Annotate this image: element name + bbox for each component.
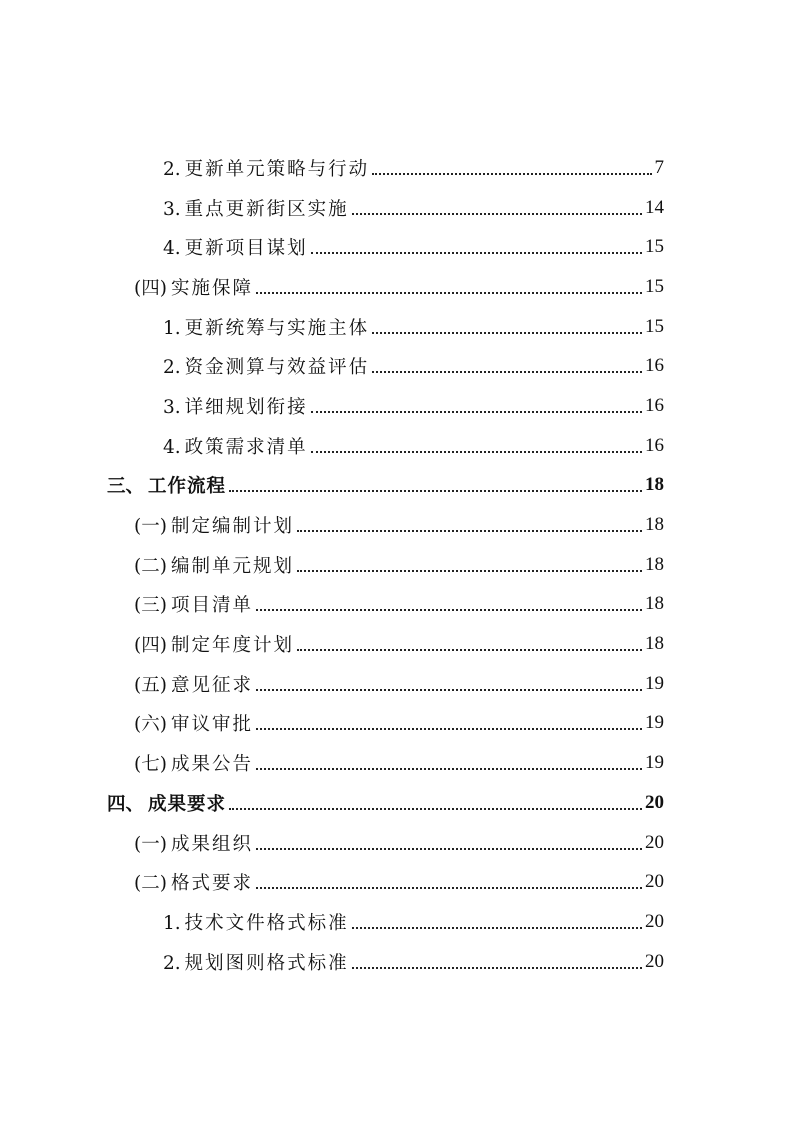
toc-entry-title: 重点更新街区实施 xyxy=(184,198,349,220)
toc-entry-number: 4. xyxy=(163,238,181,260)
toc-entry-number: (一) xyxy=(134,833,167,855)
toc-entry-number: (六) xyxy=(134,714,167,736)
toc-entry-label xyxy=(134,631,294,657)
toc-entry-label xyxy=(134,830,253,856)
toc-page-number: 15 xyxy=(645,236,664,258)
toc-entry-label xyxy=(163,433,308,459)
toc-entry-number: (一) xyxy=(134,516,167,538)
toc-entry-label xyxy=(163,909,349,935)
toc-entry-title: 意见征求 xyxy=(170,674,253,696)
toc-entry-title: 政策需求清单 xyxy=(184,436,308,458)
toc-page-number: 16 xyxy=(645,355,664,377)
toc-entry[interactable] xyxy=(0,545,800,585)
toc-leader-dots xyxy=(229,490,642,492)
toc-page-number: 16 xyxy=(645,394,664,416)
toc-entry-number: (四) xyxy=(134,277,167,299)
toc-entry-title: 资金测算与效益评估 xyxy=(184,357,370,379)
toc-entry-title: 成果组织 xyxy=(170,833,253,855)
toc-entry-label xyxy=(163,393,308,419)
toc-leader-dots xyxy=(256,292,642,294)
toc-entry[interactable] xyxy=(0,505,800,545)
toc-entry-number: (二) xyxy=(134,555,167,577)
toc-entry-title: 成果公告 xyxy=(170,754,253,776)
toc-entry-number: 2. xyxy=(163,952,181,974)
toc-leader-dots xyxy=(372,173,651,175)
toc-entry-number: 1. xyxy=(163,317,181,339)
toc-leader-dots xyxy=(256,848,642,850)
toc-entry-number: (三) xyxy=(134,595,167,617)
toc-entry-label xyxy=(134,869,253,895)
toc-entry-title: 更新单元策略与行动 xyxy=(184,158,370,180)
toc-entry[interactable] xyxy=(0,148,800,188)
toc-entry[interactable] xyxy=(0,386,800,426)
toc-page-number: 20 xyxy=(645,950,664,972)
toc-entry[interactable] xyxy=(0,466,800,506)
toc-page-number: 20 xyxy=(645,871,664,893)
toc-entry-label xyxy=(134,274,253,300)
toc-entry[interactable] xyxy=(0,942,800,982)
toc-page-number: 20 xyxy=(645,791,664,813)
toc-entry-title: 工作流程 xyxy=(148,476,227,498)
toc-leader-dots xyxy=(256,689,642,691)
toc-entry-title: 格式要求 xyxy=(170,873,253,895)
toc-entry-title: 制定编制计划 xyxy=(170,516,294,538)
toc-page-number: 18 xyxy=(645,514,664,536)
toc-entry-title: 详细规划衔接 xyxy=(184,396,308,418)
toc-leader-dots xyxy=(229,808,642,810)
toc-entry-title: 制定年度计划 xyxy=(170,635,294,657)
toc-entry[interactable] xyxy=(0,823,800,863)
toc-page-number: 7 xyxy=(654,156,664,178)
toc-entry-label xyxy=(134,750,253,776)
toc-page-number: 19 xyxy=(645,752,664,774)
toc-entry[interactable] xyxy=(0,426,800,466)
toc-leader-dots xyxy=(297,570,642,572)
toc-entry-number: 3. xyxy=(163,396,181,418)
toc-entry-title: 成果要求 xyxy=(148,793,227,815)
toc-entry-label xyxy=(134,591,253,617)
toc-page-number: 18 xyxy=(645,553,664,575)
toc-entry[interactable] xyxy=(0,585,800,625)
toc-entry[interactable] xyxy=(0,902,800,942)
toc-leader-dots xyxy=(297,530,642,532)
toc-page-number: 20 xyxy=(645,831,664,853)
toc-entry[interactable] xyxy=(0,227,800,267)
toc-entry-number: 1. xyxy=(163,912,181,934)
toc-entry[interactable] xyxy=(0,346,800,386)
toc-entry-title: 更新项目谋划 xyxy=(184,238,308,260)
toc-entry-title: 编制单元规划 xyxy=(170,555,294,577)
toc-leader-dots xyxy=(256,609,642,611)
toc-entry-title: 规划图则格式标准 xyxy=(184,952,349,974)
toc-entry-title: 项目清单 xyxy=(170,595,253,617)
toc-entry-number: 2. xyxy=(163,158,181,180)
toc-entry-label xyxy=(107,472,226,498)
toc-leader-dots xyxy=(311,252,642,254)
toc-entry-label xyxy=(163,314,369,340)
toc-entry-label xyxy=(163,949,349,975)
toc-page-number: 16 xyxy=(645,434,664,456)
toc-entry-number: (二) xyxy=(134,873,167,895)
toc-leader-dots xyxy=(311,411,642,413)
toc-leader-dots xyxy=(311,451,642,453)
toc-entry-number: 4. xyxy=(163,436,181,458)
toc-leader-dots xyxy=(256,728,642,730)
toc-entry-number: 2. xyxy=(163,357,181,379)
toc-entry[interactable] xyxy=(0,267,800,307)
toc-entry-number: 3. xyxy=(163,198,181,220)
toc-entry[interactable] xyxy=(0,783,800,823)
toc-leader-dots xyxy=(352,213,642,215)
toc-entry-label xyxy=(163,195,349,221)
toc-entry-number: 四、 xyxy=(107,793,145,815)
toc-page-number: 20 xyxy=(645,910,664,932)
toc-leader-dots xyxy=(297,649,642,651)
toc-entry-number: (四) xyxy=(134,635,167,657)
toc-entry[interactable] xyxy=(0,862,800,902)
toc-page-number: 14 xyxy=(645,196,664,218)
toc-entry-title: 更新统筹与实施主体 xyxy=(184,317,370,339)
toc-entry-label xyxy=(107,790,226,816)
toc-entry-title: 实施保障 xyxy=(170,277,253,299)
toc-entry-label xyxy=(163,234,308,260)
toc-entry[interactable] xyxy=(0,188,800,228)
toc-entry-label xyxy=(134,512,294,538)
toc-entry[interactable] xyxy=(0,664,800,704)
toc-leader-dots xyxy=(352,967,642,969)
toc-page-number: 15 xyxy=(645,315,664,337)
toc-entry-label xyxy=(163,353,369,379)
toc-page-number: 15 xyxy=(645,275,664,297)
toc-page-number: 18 xyxy=(645,593,664,615)
toc-leader-dots xyxy=(256,887,642,889)
toc-entry-label xyxy=(134,552,294,578)
toc-entry[interactable] xyxy=(0,624,800,664)
toc-entry-number: 三、 xyxy=(107,476,145,498)
toc-page-number: 19 xyxy=(645,672,664,694)
toc-page-number: 19 xyxy=(645,712,664,734)
toc-leader-dots xyxy=(372,332,642,334)
toc-entry[interactable] xyxy=(0,307,800,347)
toc-entry-label xyxy=(163,155,369,181)
toc-entry-label xyxy=(134,710,253,736)
toc-entry[interactable] xyxy=(0,743,800,783)
toc-entry-number: (七) xyxy=(134,754,167,776)
toc-entry-label xyxy=(134,671,253,697)
toc-entry-title: 审议审批 xyxy=(170,714,253,736)
toc-leader-dots xyxy=(352,927,642,929)
toc-entry-title: 技术文件格式标准 xyxy=(184,912,349,934)
toc-leader-dots xyxy=(256,768,642,770)
toc-entry-number: (五) xyxy=(134,674,167,696)
toc-page-number: 18 xyxy=(645,474,664,496)
toc-page-number: 18 xyxy=(645,633,664,655)
toc-leader-dots xyxy=(372,371,642,373)
table-of-contents xyxy=(0,148,800,981)
toc-entry[interactable] xyxy=(0,704,800,744)
